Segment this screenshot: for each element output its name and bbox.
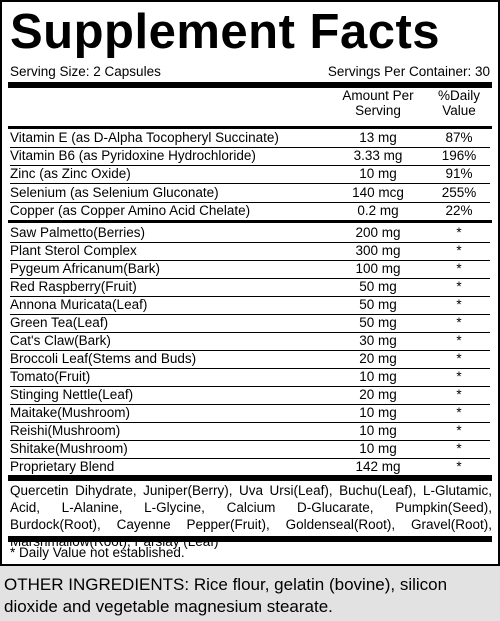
nutrient-row [10,314,490,333]
nutrient-row [10,147,490,166]
nutrient-name: Annona Muricata(Leaf) [10,297,148,312]
nutrient-daily-value: 87% [445,130,473,145]
nutrient-name: Pygeum Africanum(Bark) [10,261,161,276]
nutrient-row [10,242,490,261]
serving-info [10,63,490,81]
nutrient-row [10,202,490,220]
nutrient-row [10,458,490,476]
divider-vitamins [8,220,492,223]
nutrient-daily-value: * [456,369,462,384]
nutrient-row [10,278,490,297]
nutrient-amount: 13 mg [359,130,397,145]
divider-blend [8,475,492,481]
nutrient-row [10,296,490,315]
nutrient-amount: 140 mcg [352,184,404,200]
nutrient-daily-value: 255% [441,184,477,200]
nutrient-amount: 10 mg [359,369,397,384]
nutrient-name: Green Tea(Leaf) [10,315,109,330]
nutrient-row [10,386,490,405]
nutrient-amount: 142 mg [355,459,401,474]
nutrient-name: Zinc (as Zinc Oxide) [10,166,131,182]
nutrient-daily-value: * [456,387,462,402]
nutrient-daily-value: * [456,333,462,348]
nutrient-amount: 10 mg [359,423,397,438]
nutrient-amount: 50 mg [359,297,397,312]
nutrient-row [10,404,490,423]
nutrient-name: Broccoli Leaf(Stems and Buds) [10,351,197,366]
nutrient-name: Shitake(Mushroom) [10,441,128,456]
nutrient-row [10,368,490,387]
nutrient-daily-value: * [456,279,462,294]
nutrient-amount: 20 mg [359,387,397,402]
amount-per-serving-header: Amount Per Serving [342,88,414,118]
nutrient-amount: 200 mg [355,225,401,240]
nutrient-name: Vitamin B6 (as Pyridoxine Hydrochloride) [10,148,256,164]
nutrient-row [10,184,490,203]
nutrient-name: Reishi(Mushroom) [10,423,121,438]
nutrient-daily-value: * [456,351,462,366]
nutrient-amount: 10 mg [359,166,397,182]
nutrient-name: Copper (as Copper Amino Acid Chelate) [10,202,251,218]
nutrient-amount: 100 mg [355,261,401,276]
nutrient-amount: 0.2 mg [357,202,399,218]
nutrient-daily-value: * [456,459,462,474]
nutrient-name: Saw Palmetto(Berries) [10,225,146,240]
nutrient-name: Vitamin E (as D-Alpha Tocopheryl Succinate) [10,130,279,145]
nutrient-daily-value: * [456,405,462,420]
nutrient-name: Stinging Nettle(Leaf) [10,387,134,402]
nutrient-daily-value: * [456,423,462,438]
nutrient-row [10,350,490,369]
nutrient-row [10,224,490,243]
nutrient-amount: 10 mg [359,405,397,420]
nutrient-row [10,260,490,279]
panel-title: Supplement Facts [10,5,441,59]
nutrient-row [10,422,490,441]
nutrient-daily-value: * [456,243,462,258]
nutrient-amount: 300 mg [355,243,401,258]
serving-size: Serving Size: 2 Capsules [10,64,161,79]
nutrient-daily-value: * [456,297,462,312]
servings-per-container: Servings Per Container: 30 [327,64,490,79]
nutrient-daily-value: 91% [445,166,473,182]
nutrient-daily-value: * [456,441,462,456]
other-ingredients: OTHER INGREDIENTS: Rice flour, gelatin (bovine), silicon dioxide and vegetable magnesium stearate. [4,575,448,616]
nutrient-name: Selenium (as Selenium Gluconate) [10,184,219,200]
nutrient-name: Proprietary Blend [10,459,115,474]
blend-ingredients: Quercetin Dihydrate, Juniper(Berry), Uva Ursi(Leaf), Buchu(Leaf), L-Glutamic, Acid, L-Alanine, L-Glycine, Calcium D-Glucarate, Pumpkin(Seed), Burdock(Root), Cayenne Pepper(Fruit), Goldenseal(Root), Gravel(Root), [10,483,492,532]
nutrient-name: Plant Sterol Complex [10,243,137,258]
nutrient-row [10,440,490,459]
daily-value-header: %Daily Value [437,88,480,118]
nutrient-daily-value: * [456,225,462,240]
nutrient-name: Tomato(Fruit) [10,369,91,384]
nutrient-daily-value: 196% [441,148,477,164]
nutrient-amount: 20 mg [359,351,397,366]
nutrient-row [10,332,490,351]
nutrient-amount: 10 mg [359,441,397,456]
nutrient-amount: 30 mg [359,333,397,348]
nutrient-amount: 50 mg [359,279,397,294]
divider-footnote [8,536,492,542]
daily-value-footnote: * Daily Value not established. [10,545,185,560]
nutrient-daily-value: * [456,315,462,330]
nutrient-amount: 50 mg [359,315,397,330]
nutrient-daily-value: * [456,261,462,276]
nutrient-row [10,165,490,184]
nutrient-daily-value: 22% [445,202,473,218]
nutrient-name: Maitake(Mushroom) [10,405,131,420]
nutrient-amount: 3.33 mg [353,148,403,164]
nutrient-name: Red Raspberry(Fruit) [10,279,137,294]
nutrient-row [10,129,490,148]
nutrient-name: Cat's Claw(Bark) [10,333,111,348]
